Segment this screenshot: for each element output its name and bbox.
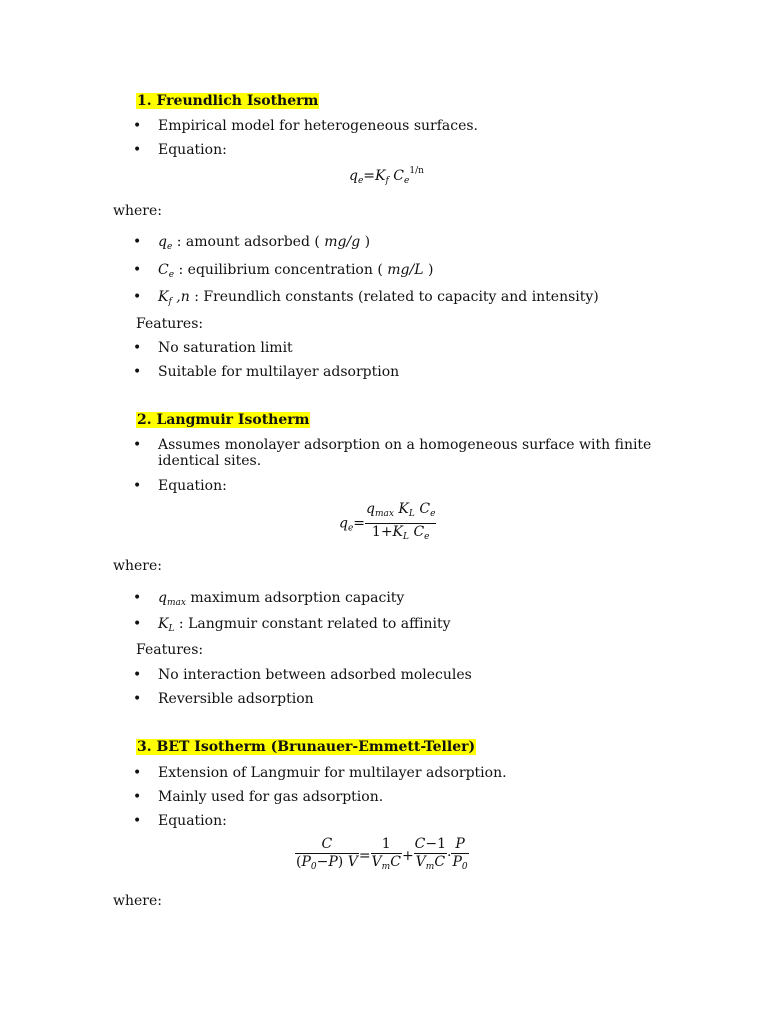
feature-item: No saturation limit — [158, 340, 293, 356]
paren: ) — [364, 234, 371, 250]
bullet-text: Equation: — [158, 142, 227, 158]
definition-text: maximum adsorption capacity — [190, 590, 405, 606]
section-heading-langmuir: 2. Langmuir Isotherm — [137, 412, 310, 428]
features-label: Features: — [136, 316, 204, 332]
langmuir-equation: $q_e=$ $\frac{q_{max} K_L C_e}{1+K_L C_e}$ — [339, 501, 436, 542]
definition-text: : equilibrium concentration ( — [178, 262, 383, 278]
section-heading-bet: 3. BET Isotherm (Brunauer-Emmett-Teller) — [137, 739, 476, 755]
definition-text: : Freundlich constants (related to capacity and intensity) — [194, 289, 599, 305]
bullet: • — [133, 437, 142, 453]
unit: mg/L — [387, 262, 424, 278]
bullet-text: Equation: — [158, 813, 227, 829]
paren: ) — [427, 262, 434, 278]
definition-ce: $C_e$ : equilibrium concentration ( mg/L ) — [158, 262, 434, 280]
bullet: • — [133, 262, 142, 278]
bullet-text: Mainly used for gas adsorption. — [158, 789, 384, 805]
where-label: where: — [113, 558, 162, 574]
definition-text: : Langmuir constant related to affinity — [178, 616, 451, 632]
bullet: • — [133, 289, 142, 305]
feature-item: Suitable for multilayer adsorption — [158, 364, 400, 380]
bullet-text: Assumes monolayer adsorption on a homogeneous surface with finite identical sites. — [158, 437, 652, 469]
bullet: • — [133, 765, 142, 781]
definition-qe: $q_e$ : amount adsorbed ( mg/g ) — [158, 234, 371, 252]
bullet-text: Empirical model for heterogeneous surfaces. — [158, 118, 478, 134]
bullet: • — [133, 616, 142, 632]
feature-item: No interaction between adsorbed molecules — [158, 667, 472, 683]
bullet: • — [133, 118, 142, 134]
definition-kf-n: $K_f$ ,n : Freundlich constants (related to capacity and intensity) — [158, 289, 599, 307]
bullet: • — [133, 478, 142, 494]
bullet: • — [133, 590, 142, 606]
bullet: • — [133, 789, 142, 805]
bullet: • — [133, 364, 142, 380]
definition-qmax: $q_{max}$ maximum adsorption capacity — [158, 590, 405, 608]
where-label: where: — [113, 893, 162, 909]
feature-item: Reversible adsorption — [158, 691, 314, 707]
bullet: • — [133, 813, 142, 829]
bet-equation: $\frac{C}{(P_0-P) V}$ = $\frac{1}{V_mC}$ + $\frac{C-1}{V_mC}$ · $\frac{P}{P_0}$ — [296, 836, 468, 872]
definition-text: : amount adsorbed ( — [176, 234, 320, 250]
bullet: • — [133, 340, 142, 356]
where-label: where: — [113, 203, 162, 219]
features-label: Features: — [136, 642, 204, 658]
freundlich-equation: $q_e=K_f$ $C_e^{1/n}$ — [349, 166, 424, 186]
bullet: • — [133, 691, 142, 707]
bullet: • — [133, 667, 142, 683]
definition-kl: $K_L$ : Langmuir constant related to affinity — [158, 616, 451, 634]
unit: mg/g — [324, 234, 361, 250]
section-heading-freundlich: 1. Freundlich Isotherm — [137, 93, 319, 109]
bullet-text: Equation: — [158, 478, 227, 494]
bullet: • — [133, 234, 142, 250]
bullet-text: Extension of Langmuir for multilayer adsorption. — [158, 765, 507, 781]
bullet: • — [133, 142, 142, 158]
